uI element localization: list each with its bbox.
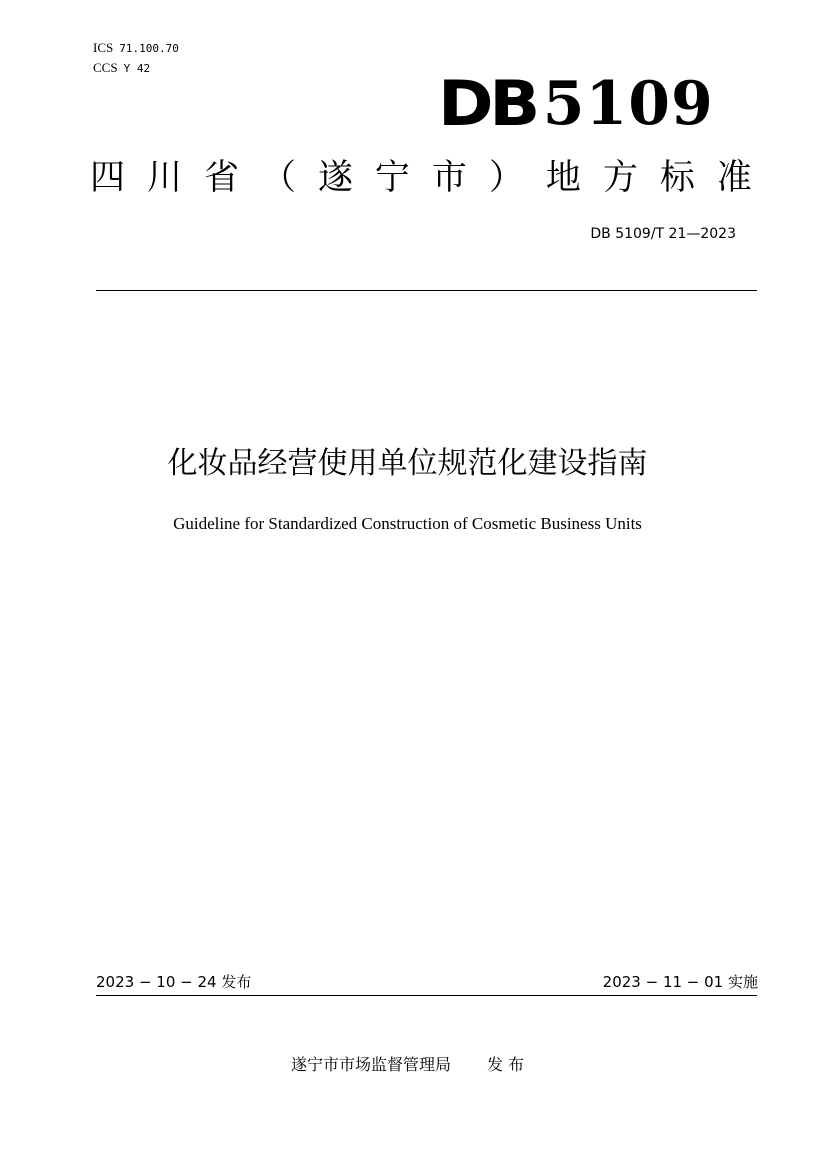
- ccs-value: Y 42: [123, 62, 151, 75]
- ccs-label: CCS: [93, 60, 118, 75]
- standard-type-char: 地: [545, 158, 581, 198]
- standard-type-char: 方: [602, 158, 638, 198]
- standard-type-char: 标: [659, 158, 695, 198]
- header-divider: [96, 290, 757, 291]
- db-region-code: 5109: [542, 69, 714, 139]
- standard-number: DB 5109/T 21—2023: [590, 226, 736, 242]
- standard-type-char: 四: [90, 158, 126, 198]
- standard-type-char: 市: [431, 158, 467, 198]
- ics-code: [93, 41, 179, 56]
- ccs-code: [93, 61, 150, 76]
- standard-type-char: 宁: [374, 158, 410, 198]
- publish-date: 2023 − 10 − 24 发布: [96, 973, 252, 991]
- publisher-name: 遂宁市市场监督管理局: [290, 1055, 451, 1074]
- document-title-en: Guideline for Standardized Construction of Cosmetic Business Units: [173, 514, 642, 533]
- standard-type-char: （: [260, 158, 296, 198]
- ics-value: 71.100.70: [119, 42, 179, 55]
- publisher: [0, 1054, 815, 1076]
- footer-divider: [96, 995, 757, 996]
- standard-type-char: 省: [203, 158, 239, 198]
- standard-type: [90, 158, 752, 198]
- standard-type-char: 川: [146, 158, 182, 198]
- document-title-zh: 化妆品经营使用单位规范化建设指南: [167, 446, 648, 481]
- ics-label: ICS: [93, 40, 114, 55]
- standard-type-char: ）: [488, 158, 524, 198]
- db-mark: DB: [438, 67, 536, 140]
- db-logo: [438, 67, 714, 140]
- implement-date: 2023 − 11 − 01 实施: [602, 973, 758, 991]
- standard-type-char: 准: [716, 158, 752, 198]
- publisher-action: 发 布: [486, 1055, 525, 1074]
- standard-type-char: 遂: [317, 158, 353, 198]
